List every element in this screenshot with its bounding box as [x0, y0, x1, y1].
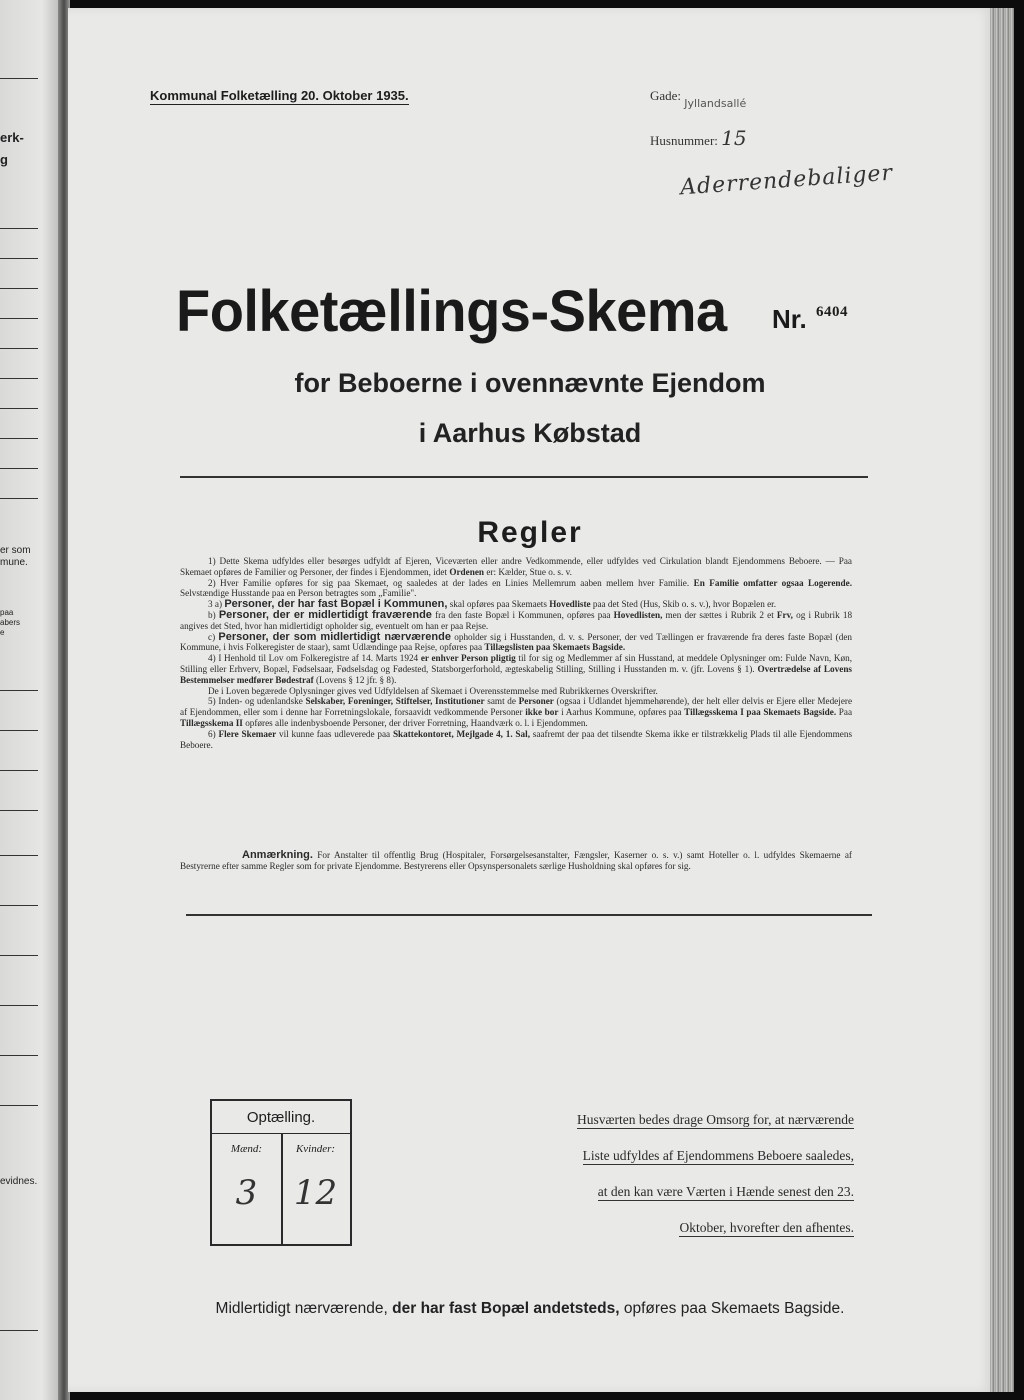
left-page-rule [0, 905, 38, 906]
rules-text [180, 556, 852, 750]
note-text [180, 850, 852, 872]
rule-3a: 3 a) Personer, der har fast Bopæl i Kommunen, skal opføres paa Skemaets Hovedliste paa det Sted (Hus, Skib o. s. v.), hvor Bopælen er. [208, 598, 777, 611]
footer-note [68, 1300, 992, 1318]
instruction-line: Liste udfyldes af Ejendommens Beboere saaledes, [582, 1148, 854, 1163]
street-value: Jyllandsallé [684, 97, 747, 110]
left-page-rule [0, 468, 38, 469]
left-page-fragment: evidnes. [0, 1176, 38, 1187]
left-page-fragment: e [0, 628, 5, 637]
rule-3c: c) Personer, der som midlertidigt nærværende opholder sig i Husstanden, d. v. s. Personer, der ved Tællingen er fraværende fra deres faste Bopæl (den Kommune, i hvis Folkeregister de staar), samt Udlændinge paa Rejse, opføres paa Tillægslisten paa Skemaets Bagside. [180, 630, 852, 653]
left-page-rule [0, 498, 38, 499]
census-form-page [68, 8, 992, 1392]
rules-heading: Regler [477, 516, 583, 549]
instruction-line: Husværten bedes drage Omsorg for, at nærværende [576, 1112, 854, 1127]
rule-6: 6) Flere Skemaer vil kunne faas udleverede paa Skattekontoret, Mejlgade 4, 1. Sal, saafremt der paa det tilsendte Skema ikke er tilstrækkelig Plads til alle Ejendommens Beboere. [180, 728, 853, 750]
left-page-rule [0, 438, 38, 439]
rule-2: 2) Hver Familie opføres for sig paa Skemaet, og saaledes at der lades en Linies Mellemrum aaben mellem hver Familie. En Familie omfatter ogsaa Logerende. Selvstændige Husstande paa en Person betragtes som „Familie". [180, 577, 852, 599]
census-header: Kommunal Folketælling 20. Oktober 1935. [150, 88, 409, 103]
tally-women-label: Kvinder: [295, 1143, 336, 1155]
handwritten-note: Aderrendebaliger [679, 160, 894, 201]
street-label: Gade: [650, 88, 682, 103]
street-field [650, 88, 747, 110]
subtitle-residents: for Beboerne i ovennævnte Ejendom [294, 368, 766, 398]
left-page-rule [0, 690, 38, 691]
left-page-rule [0, 730, 38, 731]
left-page-fragment: abers [0, 618, 21, 627]
left-page-rule [0, 770, 38, 771]
rule-1: 1) Dette Skema udfyldes eller besørges udfyldt af Ejeren, Viceværten eller andre Vedkommende, eller udfyldes ved Cirkulation blandt Ejendommens Beboere. — Paa Skemaet opføres de Familier og Personer, der findes i Ejendommen, idet Ordenen er: Kælder, Stue o. s. v. [180, 556, 852, 577]
left-page-fragment: er som [0, 545, 31, 556]
left-page-rule [0, 228, 38, 229]
house-number-field [650, 126, 747, 150]
divider-top [180, 476, 868, 478]
footer-bold: der har fast Bopæl andetsteds, [392, 1300, 620, 1317]
left-page-rule [0, 288, 38, 289]
tally-men-label: Mænd: [230, 1143, 263, 1155]
left-page-fragment: g [0, 152, 8, 167]
left-page-fragment: paa [0, 608, 14, 617]
note-body: For Anstalter til offentlig Brug (Hospitaler, Forsørgelsesanstalter, Fængsler, Kaserner o. s. v.) samt Hoteller o. l. udfyldes Skemaerne af Bestyrerne efter samme Regler som for private Ejendomme. Bestyrerens eller Opsynspersonalets særlige Husholdning skal opføres for sig. [180, 850, 852, 871]
rule-3b: b) Personer, der er midlertidigt fraværende fra den faste Bopæl i Kommunen, opføres paa Hovedlisten, men der sættes i Rubrik 2 et Frv, og i Rubrik 18 angives det Sted, hvor han midlertidigt opholder sig, eventuelt om han er paa Rejse. [180, 608, 853, 631]
tally-men-count: 3 [235, 1173, 258, 1213]
house-number-label: Husnummer: [650, 133, 718, 148]
left-page-rule [0, 258, 38, 259]
house-number-value: 15 [721, 126, 747, 150]
form-title: Folketællings-Skema [176, 277, 727, 344]
note-label: Anmærkning. [242, 849, 313, 861]
rule-5: 5) Inden- og udenlandske Selskaber, Foreninger, Stiftelser, Institutioner samt de Personer (ogsaa i Udlandet hjemmehørende), der helt eller delvis er Ejere eller Medejere af Ejendommen, eller som i denne har Forretningslokale, forsaavidt vedkommende Personer ikke bor i Aarhus Kommune, opføres paa Tillægsskema I paa Skemaets Bagside. Paa Tillægsskema II opføres alle indenbysboende Personer, der driver Forretning, Haandværk o. l. i Ejendommen. [180, 696, 853, 728]
left-page-rule [0, 810, 38, 811]
subtitle-town: i Aarhus Købstad [418, 418, 642, 448]
instruction-line: at den kan være Værten i Hænde senest den 23. [597, 1184, 854, 1199]
left-page-rule [0, 348, 38, 349]
left-page-fragment: mune. [0, 557, 28, 568]
divider-bottom [186, 914, 872, 916]
left-page-rule [0, 408, 38, 409]
left-page-rule [0, 318, 38, 319]
left-page-rule [0, 855, 38, 856]
left-page-rule [0, 1330, 38, 1331]
left-page-rule [0, 1105, 38, 1106]
tally-box [210, 1099, 352, 1246]
rule-4b: De i Loven begærede Oplysninger gives ved Udfyldelsen af Skemaet i Overensstemmelse med Rubrikkernes Overskrifter. [208, 685, 658, 696]
left-page-rule [0, 1005, 38, 1006]
form-number-label: Nr. [772, 304, 807, 334]
tally-women-count: 12 [293, 1173, 338, 1213]
footer-post: opføres paa Skemaets Bagside. [623, 1300, 845, 1317]
instruction-line: Oktober, hvorefter den afhentes. [679, 1220, 854, 1235]
left-page-fragment: erk- [0, 130, 24, 145]
form-number-value: 6404 [816, 304, 848, 320]
tally-title: Optælling. [212, 1101, 350, 1134]
left-page-rule [0, 955, 38, 956]
left-page-rule [0, 378, 38, 379]
footer-pre: Midlertidigt nærværende, [215, 1300, 388, 1317]
left-page-rule [0, 1055, 38, 1056]
left-page-rule [0, 78, 38, 79]
left-facing-page [0, 0, 60, 1400]
rule-4: 4) I Henhold til Lov om Folkeregistre af 14. Marts 1924 er enhver Person pligtig til for sig og Medlemmer af sin Husstand, at meddele Oplysninger om: Fulde Navn, Køn, Stilling eller Erhverv, Bopæl, Fødselsaar, Fødselsdag og Fødested, Statsborgerforhold, ægteskabelig Stilling, Stilling i Husstanden m. v. (jfr. Lovens § 1). Overtrædelse af Lovens Bestemmelser medfører Bødestraf (Lovens § 12 jfr. § 8). [180, 653, 853, 685]
landlord-instruction [514, 1102, 854, 1246]
page-stack-edge [990, 8, 1014, 1392]
